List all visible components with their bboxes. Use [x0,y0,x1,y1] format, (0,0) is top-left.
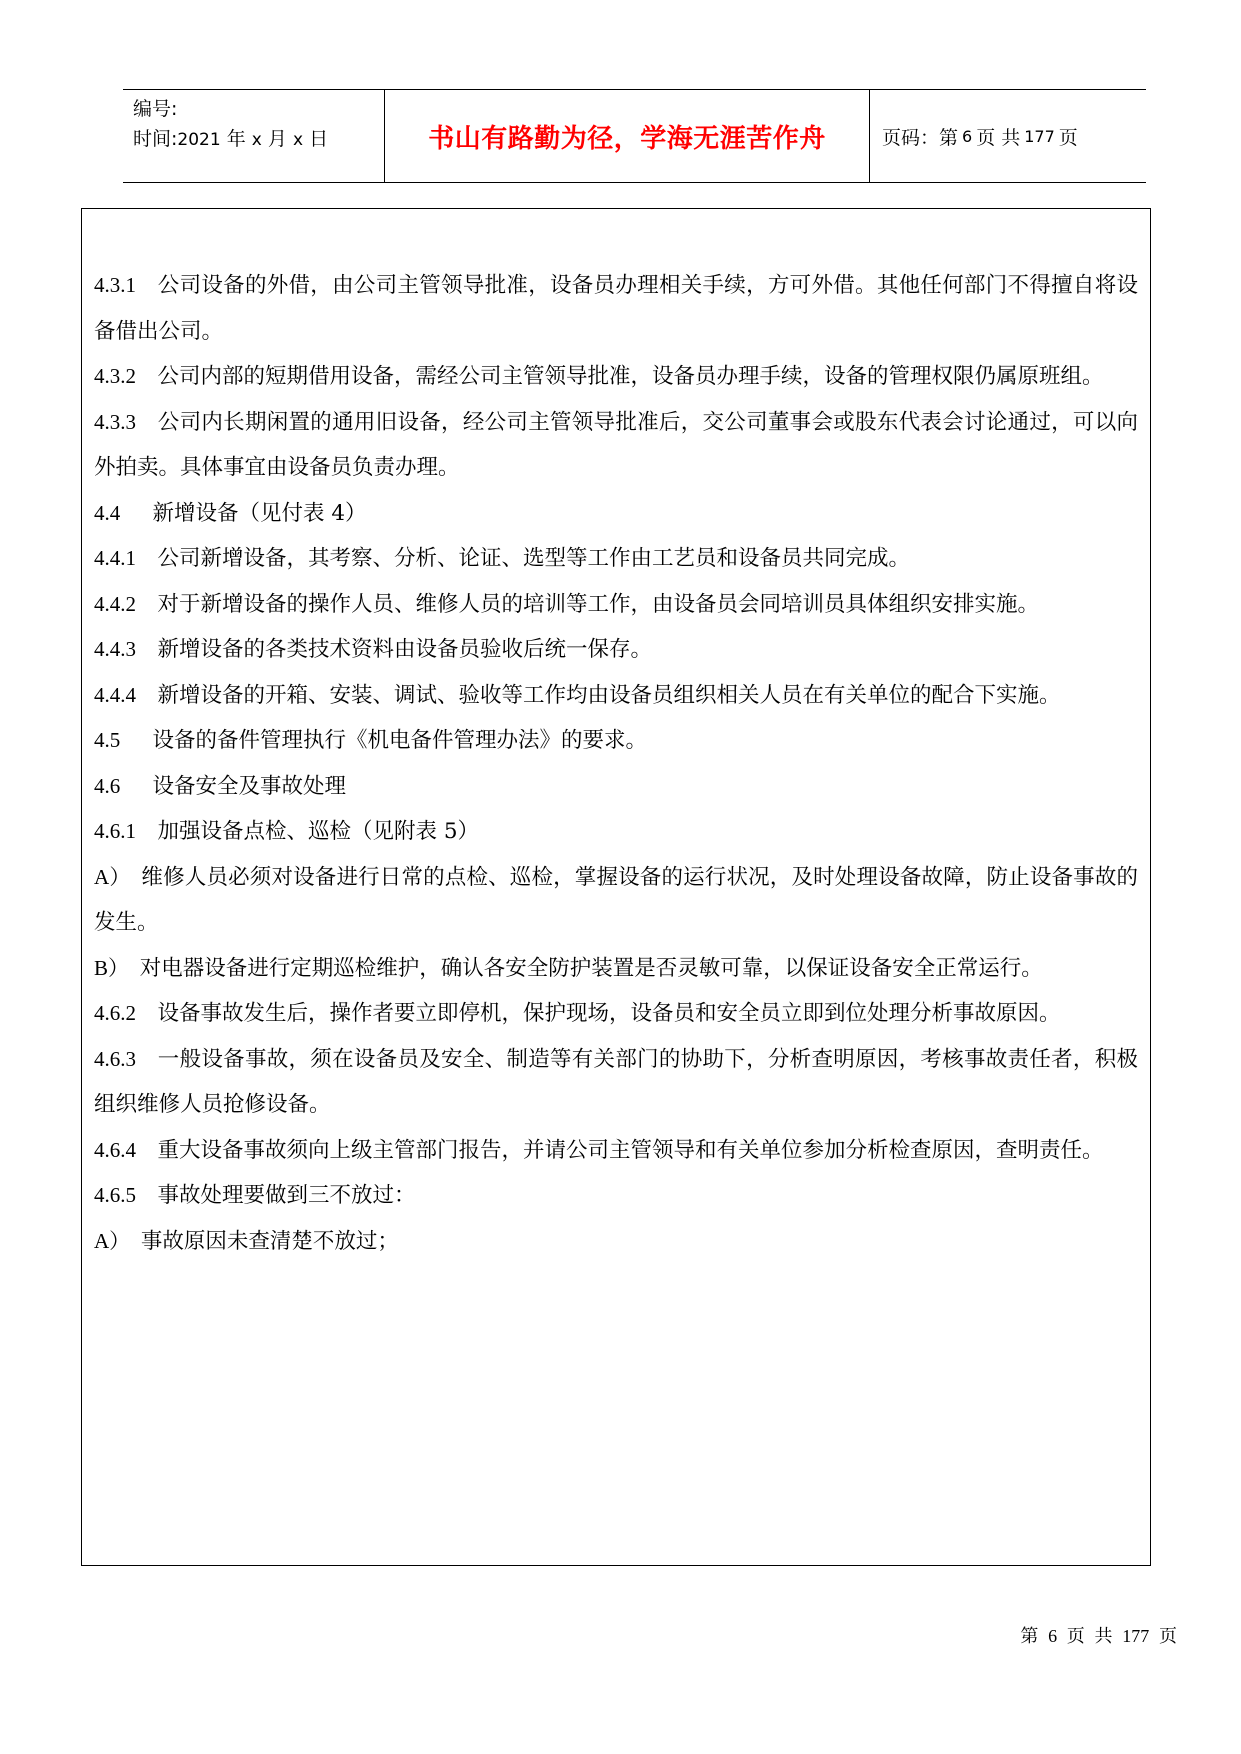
clause-number: 4.4.1 [94,546,136,570]
paragraph [94,718,1138,764]
clause-text: 公司内长期闲置的通用旧设备，经公司主管领导批准后，交公司董事会或股东代表会讨论通过，可以向外拍卖。具体事宜由设备员负责办理。 [94,409,1138,480]
clause-text: 公司内部的短期借用设备，需经公司主管领导批准，设备员办理手续，设备的管理权限仍属原班组。 [157,364,1104,389]
header-page-suffix: 页 [1058,126,1078,149]
clause-number: B） [94,955,130,980]
clause-number: 4.4.4 [94,682,136,707]
paragraph [94,627,1138,673]
clause-text: 加强设备点检、巡检（见附表 5） [157,819,480,844]
paragraph [94,991,1138,1037]
paragraph [94,1037,1138,1128]
paragraph [94,855,1138,946]
clause-text: 公司新增设备，其考察、分析、论证、选型等工作由工艺员和设备员共同完成。 [157,546,911,571]
paragraph [94,946,1138,992]
paragraph [94,1219,1138,1265]
clause-number: 4.4 [94,500,121,525]
clause-text: 重大设备事故须向上级主管部门报告，并请公司主管领导和有关单位参加分析检查原因，查明责任。 [157,1137,1104,1163]
header-motto: 书山有路勤为径，学海无涯苦作舟 [428,123,826,154]
footer-page-total: 177 [1122,1626,1150,1646]
footer-suffix: 页 [1159,1626,1177,1647]
clause-text: 公司设备的外借，由公司主管领导批准，设备员办理相关手续，方可外借。其他任何部门不得擅自将设备借出公司。 [94,273,1138,344]
header-page-total: 177 [1024,126,1055,146]
clause-text: 事故原因未查清楚不放过； [140,1228,399,1254]
paragraph [94,400,1138,491]
header-meta-cell [123,90,384,182]
paragraph [94,673,1138,719]
footer-mid: 页 共 [1066,1626,1113,1647]
clause-text: 新增设备（见付表 4） [152,500,367,526]
clause-number: 4.4.2 [94,591,136,616]
clause-number: 4.3.3 [94,409,136,434]
time-year-unit: 年 [226,128,246,150]
paragraph [94,809,1138,855]
time-month-unit: 月 [267,128,287,150]
paragraph [94,536,1138,582]
clause-number: A） [94,864,131,889]
page-footer [1020,1622,1177,1648]
time-month: x [251,130,262,150]
paragraph [94,1128,1138,1174]
document-time [133,124,384,155]
footer-prefix: 第 [1020,1626,1039,1647]
clause-text: 设备事故发生后，操作者要立即停机，保护现场，设备员和安全员立即到位处理分析事故原因。 [157,1001,1061,1026]
time-label: 时间: [133,128,178,150]
clause-number: 4.6.4 [94,1137,136,1162]
header-page-prefix: 页码：第 [882,126,959,149]
clause-number: 4.5 [94,728,121,752]
clause-number: 4.6.1 [94,819,136,843]
clause-text: 对于新增设备的操作人员、维修人员的培训等工作，由设备员会同培训员具体组织安排实施。 [157,591,1040,617]
clause-number: A） [94,1228,131,1253]
header-page-current: 6 [962,126,973,146]
time-day-unit: 日 [309,128,329,150]
clause-number: 4.6 [94,773,121,798]
clause-number: 4.6.3 [94,1046,136,1071]
paragraph [94,582,1138,628]
paragraph [94,354,1138,400]
paragraph [94,1173,1138,1219]
clause-text: 一般设备事故，须在设备员及安全、制造等有关部门的协助下，分析查明原因，考核事故责任者，积极组织维修人员抢修设备。 [94,1046,1138,1117]
clause-number: 4.3.1 [94,273,136,297]
clause-number: 4.3.2 [94,364,136,388]
content-box [81,208,1151,1566]
header-page-cell [870,90,1146,182]
clause-number: 4.4.3 [94,637,136,661]
clause-number: 4.6.2 [94,1001,136,1025]
clause-number: 4.6.5 [94,1183,136,1207]
paragraph [94,764,1138,810]
header-page-mid: 页 共 [976,126,1021,149]
clause-text: 事故处理要做到三不放过： [157,1183,416,1208]
page-header [123,89,1146,183]
document-number-label: 编号: [133,98,178,120]
footer-page-current: 6 [1048,1626,1058,1646]
time-day: x [292,130,304,150]
clause-text: 维修人员必须对设备进行日常的点检、巡检，掌握设备的运行状况，及时处理设备故障，防止设备事故的发生。 [94,864,1138,935]
paragraph [94,263,1138,354]
clause-text: 新增设备的开箱、安装、调试、验收等工作均由设备员组织相关人员在有关单位的配合下实施。 [157,682,1061,708]
clause-text: 设备安全及事故处理 [152,773,347,799]
clause-text: 对电器设备进行定期巡检维护，确认各安全防护装置是否灵敏可靠，以保证设备安全正常运行。 [139,955,1043,981]
paragraph [94,491,1138,537]
clause-text: 新增设备的各类技术资料由设备员验收后统一保存。 [157,637,653,662]
header-motto-cell [384,90,870,182]
time-year: 2021 [177,130,221,150]
clause-text: 设备的备件管理执行《机电备件管理办法》的要求。 [152,728,648,753]
